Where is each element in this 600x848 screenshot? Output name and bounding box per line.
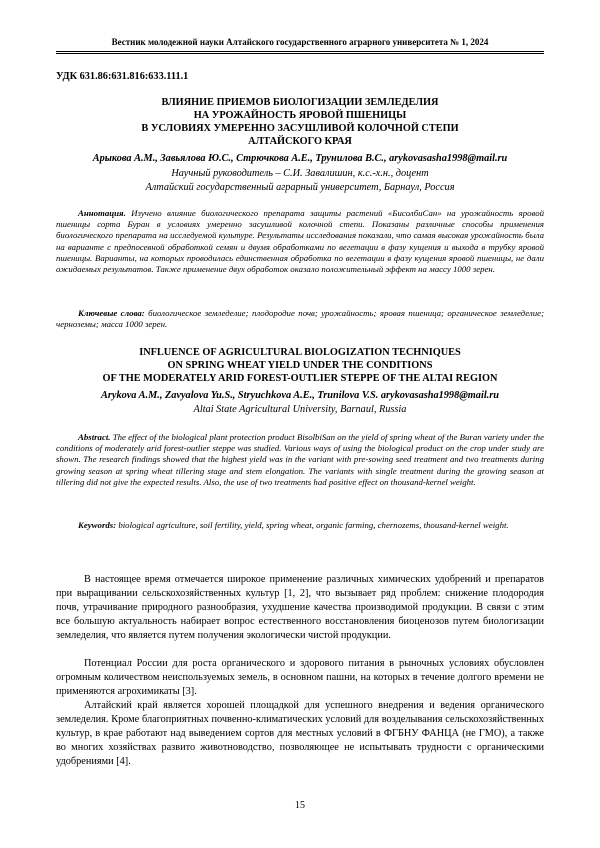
body-paragraph-text: Потенциал России для роста органического и здорового питания в рыночных условиях обусловлен огромным количеством неиспользуемых земель, в основном пашни, на которых в течение долгого времени не применяются агрохимикаты [3].	[56, 658, 544, 697]
ru-abstract	[56, 208, 544, 275]
body-paragraph-text: Алтайский край является хорошей площадкой для успешного внедрения и ведения органического земледелия. Кроме благоприятных почвенно-климатических условий для возделывания сельскохозяйственных культур, в крае работают над выведением сортов для местных условий в ФГБНУ ФАНЦА (не ГМО), а также во многих хозяйствах развито животноводство, позволяющее не испытывать трудности с органическими удобрениями [4].	[56, 700, 544, 767]
header-rule-2	[56, 53, 544, 54]
ru-affiliation: Алтайский государственный аграрный университет, Барнаул, Россия	[145, 182, 455, 193]
en-title-line: INFLUENCE OF AGRICULTURAL BIOLOGIZATION TECHNIQUES	[139, 347, 461, 358]
ru-abstract-text: Изучено влияние биологического препарата защиты растений «БисолбиСан» на урожайность яровой пшеницы сорта Буран в условиях умеренно засушливой колочной степи. Показаны различные способы применения биологического препарата на исследуемой культуре. Результаты исследования показали, что самая высокая урожайность была на варианте с предпосевной обработкой семян и двумя обработками по вегетации в фазу кущения и выхода в трубку яровой пшеницы. Варианты, на которых проводилась единственная обработка по вегетации в фазу кущения яровой пшеницы, не дали ожидаемых результатов. Также применение двух обработок оказало положительный эффект на массу 1000 зерен.	[56, 208, 544, 275]
body-paragraph-text: В настоящее время отмечается широкое применение различных химических удобрений и препаратов при выращивании сельскохозяйственных культур [1, 2], что вызывает ряд проблем: снижение плодородия почв, утрачивание природного разнообразия, ухудшение качества производимой продукции. В связи с этим все большую актуальность набирает вопрос естественного восстановления биоценозов путем биологизации земледелия, что является путем получения экологически чистой продукции.	[56, 574, 544, 641]
ru-title-line: ВЛИЯНИЕ ПРИЕМОВ БИОЛОГИЗАЦИИ ЗЕМЛЕДЕЛИЯ	[161, 97, 439, 108]
body-paragraph-3	[56, 699, 544, 769]
running-head: Вестник молодежной науки Алтайского государственного аграрного университета № 1, 2024	[111, 37, 489, 47]
ru-title-line: НА УРОЖАЙНОСТЬ ЯРОВОЙ ПШЕНИЦЫ	[193, 110, 407, 121]
ru-keywords-text: биологическое земледелие; плодородие почв; урожайность; яровая пшеница; органическое земледелие; черноземы; масса 1000 зерен.	[56, 308, 544, 330]
en-keywords-text: biological agriculture, soil fertility, yield, spring wheat, organic farming, chernozems, thousand-kernel weight.	[116, 520, 509, 530]
ru-abstract-label: Аннотация.	[78, 208, 126, 218]
ru-title-line: В УСЛОВИЯХ УМЕРЕННО ЗАСУШЛИВОЙ КОЛОЧНОЙ СТЕПИ	[141, 123, 459, 134]
header-rule	[56, 51, 544, 52]
body-paragraph-1	[56, 573, 544, 643]
en-title	[56, 346, 544, 385]
page-number: 15	[295, 800, 305, 811]
en-keywords	[56, 520, 544, 531]
udc-code: УДК 631.86:631.816:633.111.1	[56, 71, 189, 82]
en-affiliation: Altai State Agricultural University, Barnaul, Russia	[193, 404, 407, 415]
ru-title	[56, 96, 544, 148]
en-authors: Arykova A.M., Zavyalova Yu.S., Stryuchkova A.E., Trunilova V.S. arykovasasha1998@mail.ru	[101, 390, 499, 401]
en-title-line: OF THE MODERATELY ARID FOREST-OUTLIER STEPPE OF THE ALTAI REGION	[102, 373, 498, 384]
en-abstract	[56, 432, 544, 488]
en-keywords-label: Keywords:	[78, 520, 117, 530]
en-title-line: ON SPRING WHEAT YIELD UNDER THE CONDITIONS	[167, 360, 433, 371]
ru-authors: Арыкова А.М., Завьялова Ю.С., Стрючкова А.Е., Трунилова В.С., arykovasasha1998@mail.ru	[92, 153, 508, 164]
en-abstract-label: Abstract.	[78, 432, 111, 442]
ru-keywords-label: Ключевые слова:	[78, 308, 145, 318]
ru-supervisor: Научный руководитель – С.И. Завалишин, к.с.-х.н., доцент	[171, 168, 429, 179]
ru-keywords	[56, 308, 544, 330]
ru-title-line: АЛТАЙСКОГО КРАЯ	[248, 136, 352, 147]
body-paragraph-2	[56, 657, 544, 699]
en-abstract-text: The effect of the biological plant protection product BisolbiSan on the yield of spring wheat of the Buran variety under the conditions of moderately arid forest-outlier steppe was studied. Various ways of using the biological product on the crop under study are shown. The research findings showed that the highest yield was in the variant with pre-sowing seed treatment and two treatments during growing season at spring wheat tillering stage and stem elongation. The variants with single treatment during the growing season at tillering did not give the expected results. Also, the use of two treatments had positive effect on thousand-kernel weight.	[56, 432, 544, 487]
